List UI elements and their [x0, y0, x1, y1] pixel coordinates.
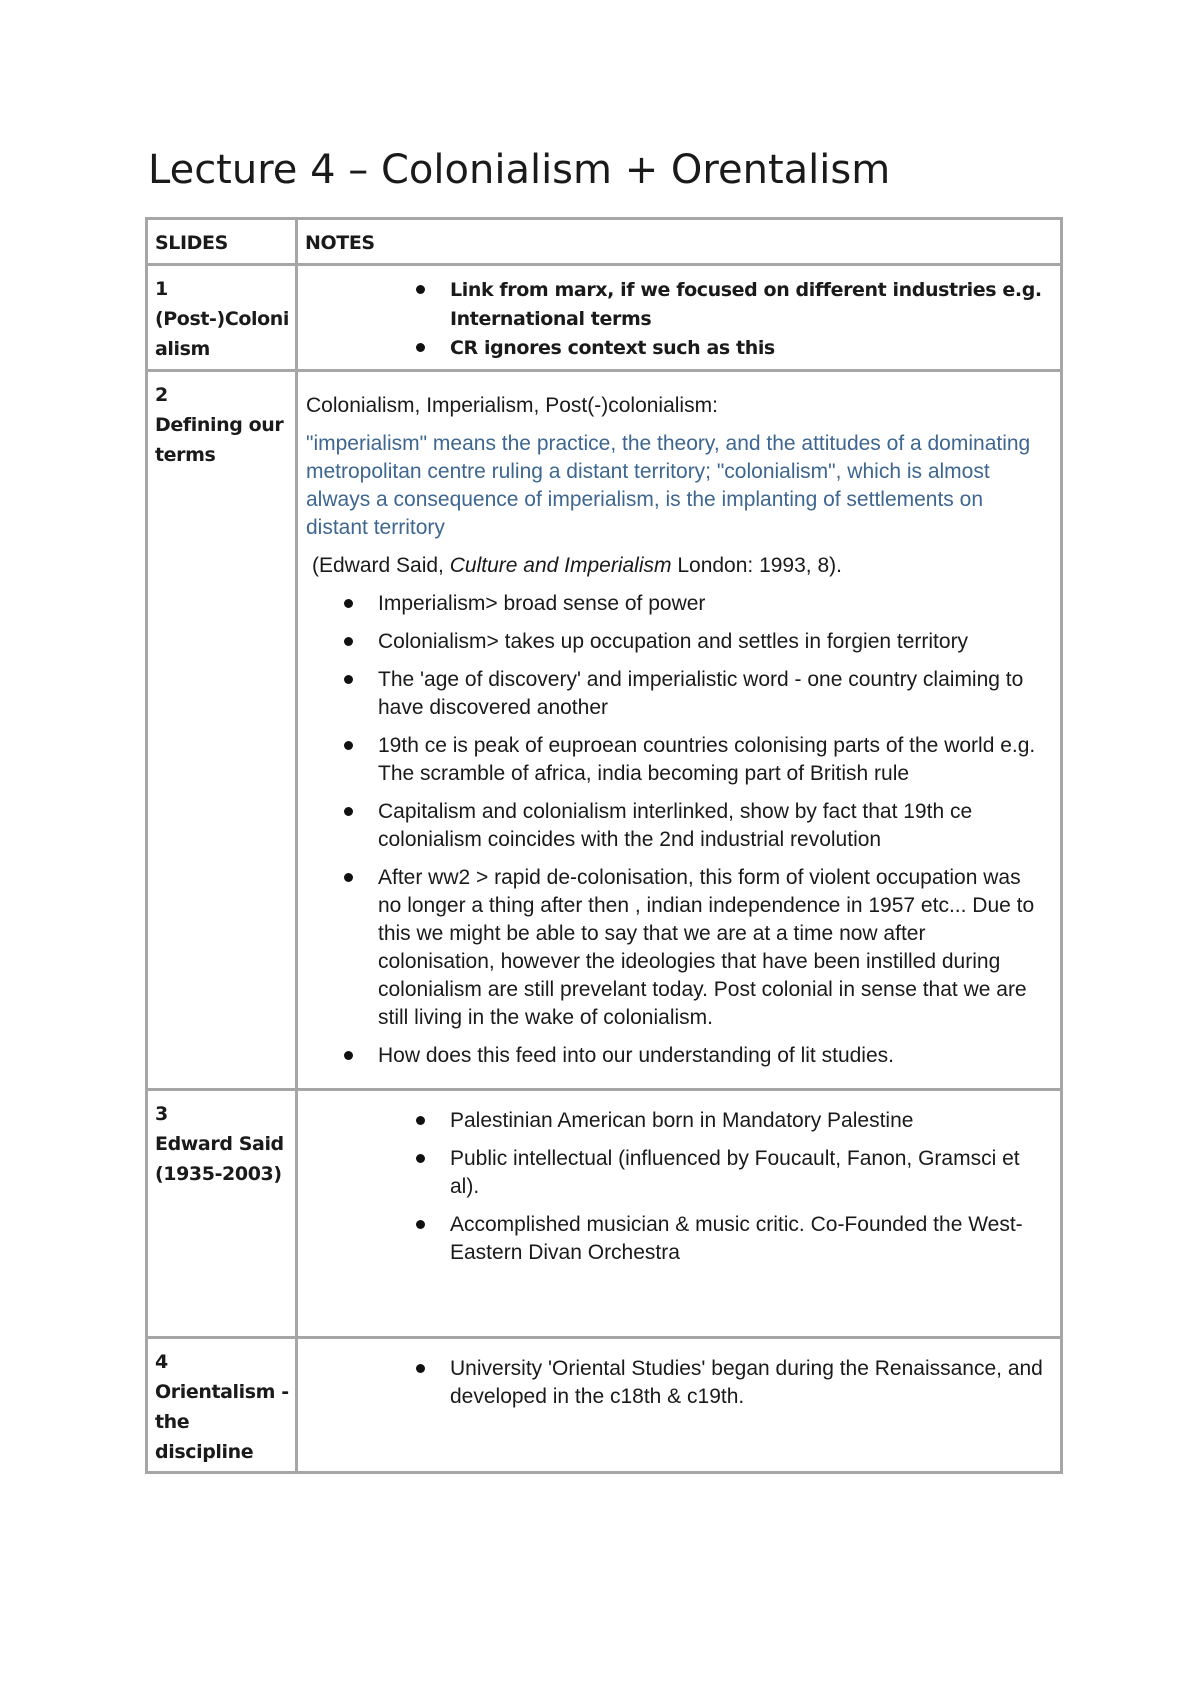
list-item-text: The 'age of discovery' and imperialistic word - one country claiming to have discovered another	[378, 668, 1024, 719]
bullet-icon	[344, 637, 353, 646]
citation	[312, 552, 1050, 580]
bullet-icon	[416, 1154, 425, 1163]
table-row	[147, 1090, 1062, 1338]
list-item-text: Link from marx, if we focused on different industries e.g. International terms	[450, 279, 1042, 330]
slide-number: 1	[155, 278, 168, 300]
bullet-list	[298, 266, 1060, 369]
bullet-icon	[344, 599, 353, 608]
list-item-text: Imperialism> broad sense of power	[378, 592, 706, 615]
table-row	[147, 1338, 1062, 1473]
list-item	[450, 334, 1050, 363]
terms-heading: Colonialism, Imperialism, Post(-)colonialism:	[306, 394, 718, 417]
list-item	[378, 590, 1046, 618]
list-item	[378, 628, 1046, 656]
bullet-icon	[344, 873, 353, 882]
list-item-text: Accomplished musician & music critic. Co-Founded the West-Eastern Divan Orchestra	[450, 1213, 1023, 1264]
list-item	[378, 666, 1046, 722]
page-title: Lecture 4 – Colonialism + Orentalism	[148, 147, 891, 193]
citation-prefix: (Edward Said,	[312, 554, 450, 577]
slide-cell	[147, 265, 297, 371]
list-item	[450, 1211, 1050, 1267]
table-row	[147, 371, 1062, 1090]
bullet-icon	[344, 675, 353, 684]
table-header-row	[147, 219, 1062, 265]
slide-name: Defining our terms	[155, 414, 284, 466]
notes-cell	[297, 1090, 1062, 1338]
list-item-text: 19th ce is peak of euproean countries colonising parts of the world e.g. The scramble of africa, india becoming part of British rule	[378, 734, 1036, 785]
list-item-text: After ww2 > rapid de-colonisation, this form of violent occupation was no longer a thing after then , indian independence in 1957 etc... Due to this we might be able to say that we are at a time now after colonisation, however the ideologies that have been instilled during colonialism are still prevelant today. Post colonial in sense that we are still living in the wake of colonialism.	[378, 866, 1035, 1029]
list-item	[450, 276, 1050, 334]
table-row	[147, 265, 1062, 371]
list-item	[378, 798, 1046, 854]
lecture-notes-table	[145, 217, 1063, 1474]
list-item	[450, 1145, 1050, 1201]
list-item	[378, 864, 1046, 1032]
list-item	[378, 1042, 1046, 1070]
list-item-text: Colonialism> takes up occupation and settles in forgien territory	[378, 630, 969, 653]
citation-suffix: London: 1993, 8).	[671, 554, 842, 577]
slide-number: 3	[155, 1103, 168, 1125]
bullet-icon	[416, 1220, 425, 1229]
header-notes: NOTES	[297, 219, 1062, 265]
bullet-icon	[344, 1051, 353, 1060]
slide-name: Edward Said (1935-2003)	[155, 1133, 284, 1185]
bullet-icon	[416, 1364, 425, 1373]
said-quote: "imperialism" means the practice, the theory, and the attitudes of a dominating metropolitan centre ruling a distant territory; "colonialism", which is almost always a consequence of imperialism, is the implanting of settlements on distant territory	[306, 432, 1031, 539]
notes-cell	[297, 265, 1062, 371]
list-item-text: Capitalism and colonialism interlinked, show by fact that 19th ce colonialism coincides with the 2nd industrial revolution	[378, 800, 973, 851]
slide-number: 4	[155, 1351, 168, 1373]
bullet-icon	[344, 807, 353, 816]
list-item	[450, 1107, 1050, 1135]
list-item-text: Palestinian American born in Mandatory Palestine	[450, 1109, 914, 1132]
list-item-text: CR ignores context such as this	[450, 337, 775, 359]
definitions-block	[298, 372, 1060, 580]
citation-title: Culture and Imperialism	[449, 554, 672, 577]
bullet-icon	[416, 1116, 425, 1125]
list-item-text: University 'Oriental Studies' began during the Renaissance, and developed in the c18th & c19th.	[450, 1357, 1043, 1408]
slide-name: (Post-)Coloni alism	[155, 308, 290, 360]
bullet-icon	[344, 741, 353, 750]
slide-cell	[147, 1090, 297, 1338]
slide-cell	[147, 371, 297, 1090]
bullet-icon	[416, 343, 425, 352]
slide-name: Orientalism - the discipline	[155, 1381, 289, 1463]
slide-cell	[147, 1338, 297, 1473]
notes-cell	[297, 371, 1062, 1090]
list-item-text: How does this feed into our understanding of lit studies.	[378, 1044, 894, 1067]
bullet-icon	[416, 285, 425, 294]
list-item-text: Public intellectual (influenced by Foucault, Fanon, Gramsci et al).	[450, 1147, 1020, 1198]
bullet-list	[298, 1091, 1060, 1287]
list-item	[378, 732, 1046, 788]
header-slides: SLIDES	[147, 219, 297, 265]
slide-number: 2	[155, 384, 168, 406]
notes-cell	[297, 1338, 1062, 1473]
bullet-list	[298, 590, 1060, 1088]
list-item	[450, 1355, 1050, 1411]
bullet-list	[298, 1339, 1060, 1431]
